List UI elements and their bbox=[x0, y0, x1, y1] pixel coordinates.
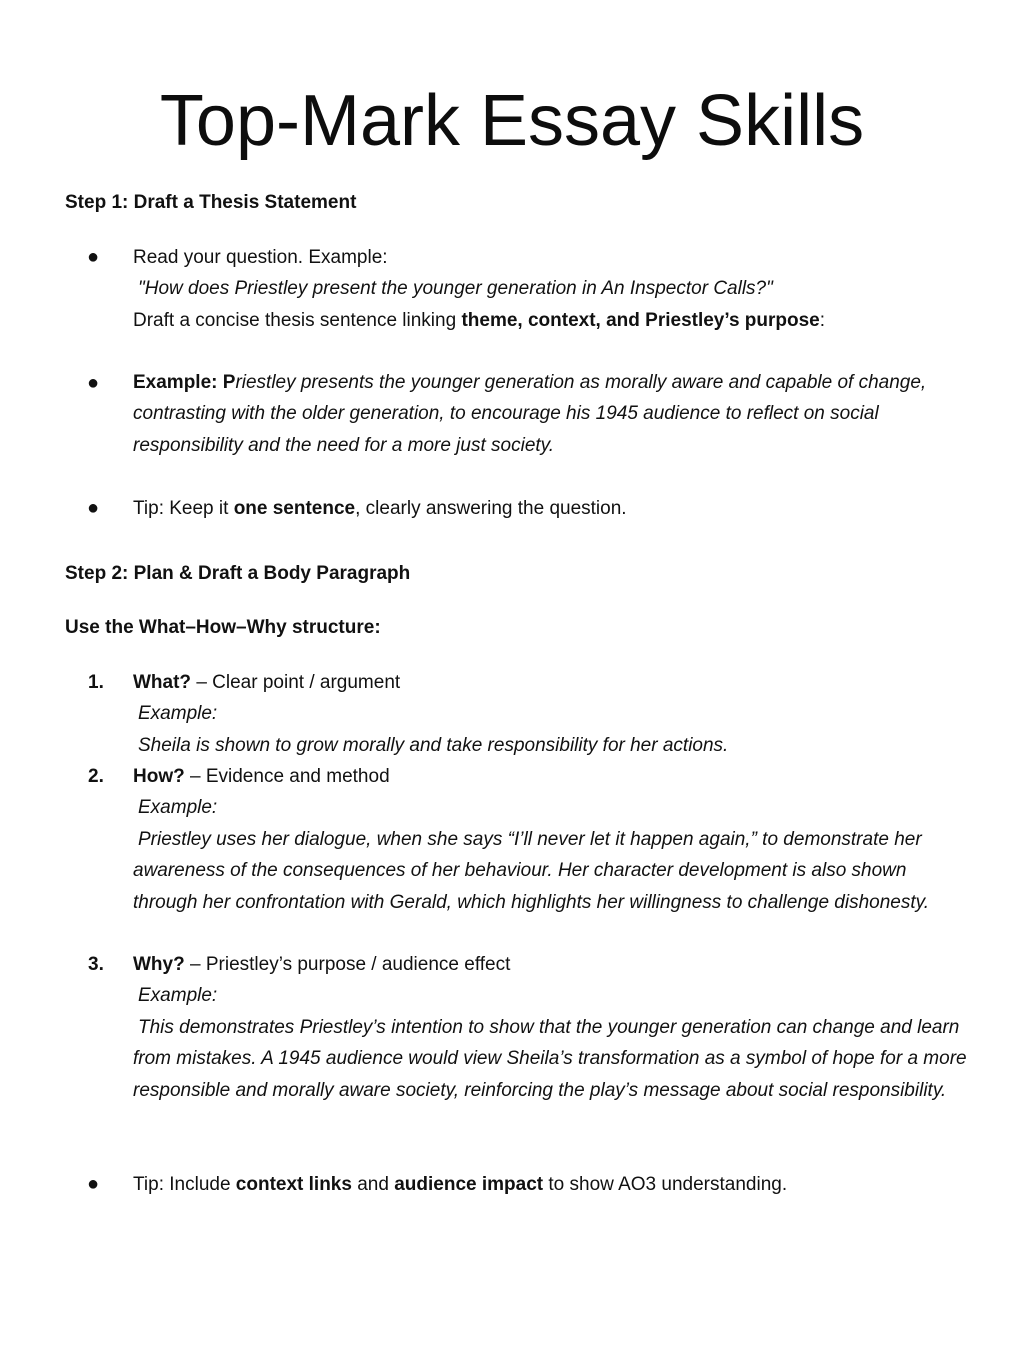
step1-bullet-read-question bbox=[133, 242, 973, 336]
step2-heading: Step 2: Plan & Draft a Body Paragraph bbox=[65, 563, 411, 584]
bold-run: context links bbox=[235, 1174, 352, 1195]
text-run: Tip: Keep it bbox=[133, 498, 234, 519]
item-heading bbox=[133, 949, 973, 980]
text-run: : bbox=[819, 309, 826, 331]
example-text: Sheila is shown to grow morally and take responsibility for her actions. bbox=[138, 734, 729, 756]
text-run: Draft a concise thesis sentence linking bbox=[133, 309, 462, 331]
example-question: "How does Priestley present the younger generation in An Inspector Calls?" bbox=[138, 278, 773, 300]
list-item-why bbox=[133, 949, 973, 1106]
bullet-icon: ● bbox=[87, 246, 100, 268]
text-run: Tip: Include bbox=[133, 1174, 236, 1195]
list-number: 3. bbox=[88, 954, 104, 975]
step2-bullet-tip bbox=[133, 1169, 973, 1200]
bullet-text bbox=[133, 305, 973, 336]
example-text: This demonstrates Priestley’s intention to show that the younger generation can change and learn from mistakes. A 1945 audience would view Sheila’s transformation as a symbol of hope for a more responsible and morally aware society, reinforcing the play’s message about social responsibility. bbox=[133, 1016, 967, 1101]
bold-run: audience impact bbox=[394, 1174, 544, 1195]
bold-run: one sentence bbox=[233, 498, 356, 519]
list-item-how bbox=[133, 761, 973, 918]
example-thesis: riestley presents the younger generation as morally aware and capable of change, contrasting with the older generation, to encourage his 1945 audience to reflect on social responsibility and the need for a more just society. bbox=[133, 372, 927, 456]
example-label: Example: bbox=[138, 797, 218, 819]
bullet-icon: ● bbox=[87, 1173, 100, 1195]
page-title: Top-Mark Essay Skills bbox=[159, 81, 865, 161]
bold-run: theme, context, and Priestley’s purpose bbox=[461, 309, 820, 331]
bullet-text bbox=[133, 493, 973, 524]
step1-bullet-example bbox=[133, 367, 973, 461]
list-item-what bbox=[133, 667, 973, 761]
bold-run: How? bbox=[133, 766, 185, 787]
bold-run: What? bbox=[133, 672, 192, 693]
text-run: and bbox=[351, 1174, 395, 1195]
bullet-icon: ● bbox=[87, 372, 100, 394]
text-run: , clearly answering the question. bbox=[355, 498, 627, 519]
bullet-text: Read your question. Example: bbox=[133, 247, 388, 268]
example-label: Example: bbox=[138, 703, 218, 725]
item-heading bbox=[133, 667, 973, 698]
list-number: 1. bbox=[88, 672, 104, 693]
bold-run: Example: P bbox=[133, 372, 236, 393]
bullet-icon: ● bbox=[87, 497, 100, 519]
step1-bullet-tip bbox=[133, 493, 973, 524]
example-label: Example: bbox=[138, 985, 218, 1007]
text-run: to show AO3 understanding. bbox=[543, 1174, 788, 1195]
list-number: 2. bbox=[88, 766, 104, 787]
step2-subheading: Use the What–How–Why structure: bbox=[65, 617, 381, 638]
step1-heading: Step 1: Draft a Thesis Statement bbox=[65, 192, 357, 213]
text-run: – Clear point / argument bbox=[191, 672, 401, 693]
text-run: – Priestley’s purpose / audience effect bbox=[184, 954, 511, 975]
example-text: Priestley uses her dialogue, when she says “I’ll never let it happen again,” to demonstrate her awareness of the consequences of her behaviour. Her character development is also shown through her confrontation with Gerald, which highlights her willingness to challenge dishonesty. bbox=[133, 828, 929, 913]
bullet-text bbox=[133, 1169, 973, 1200]
text-run: – Evidence and method bbox=[184, 766, 390, 787]
bullet-text bbox=[133, 367, 973, 461]
item-heading bbox=[133, 761, 973, 792]
bold-run: Why? bbox=[133, 954, 185, 975]
